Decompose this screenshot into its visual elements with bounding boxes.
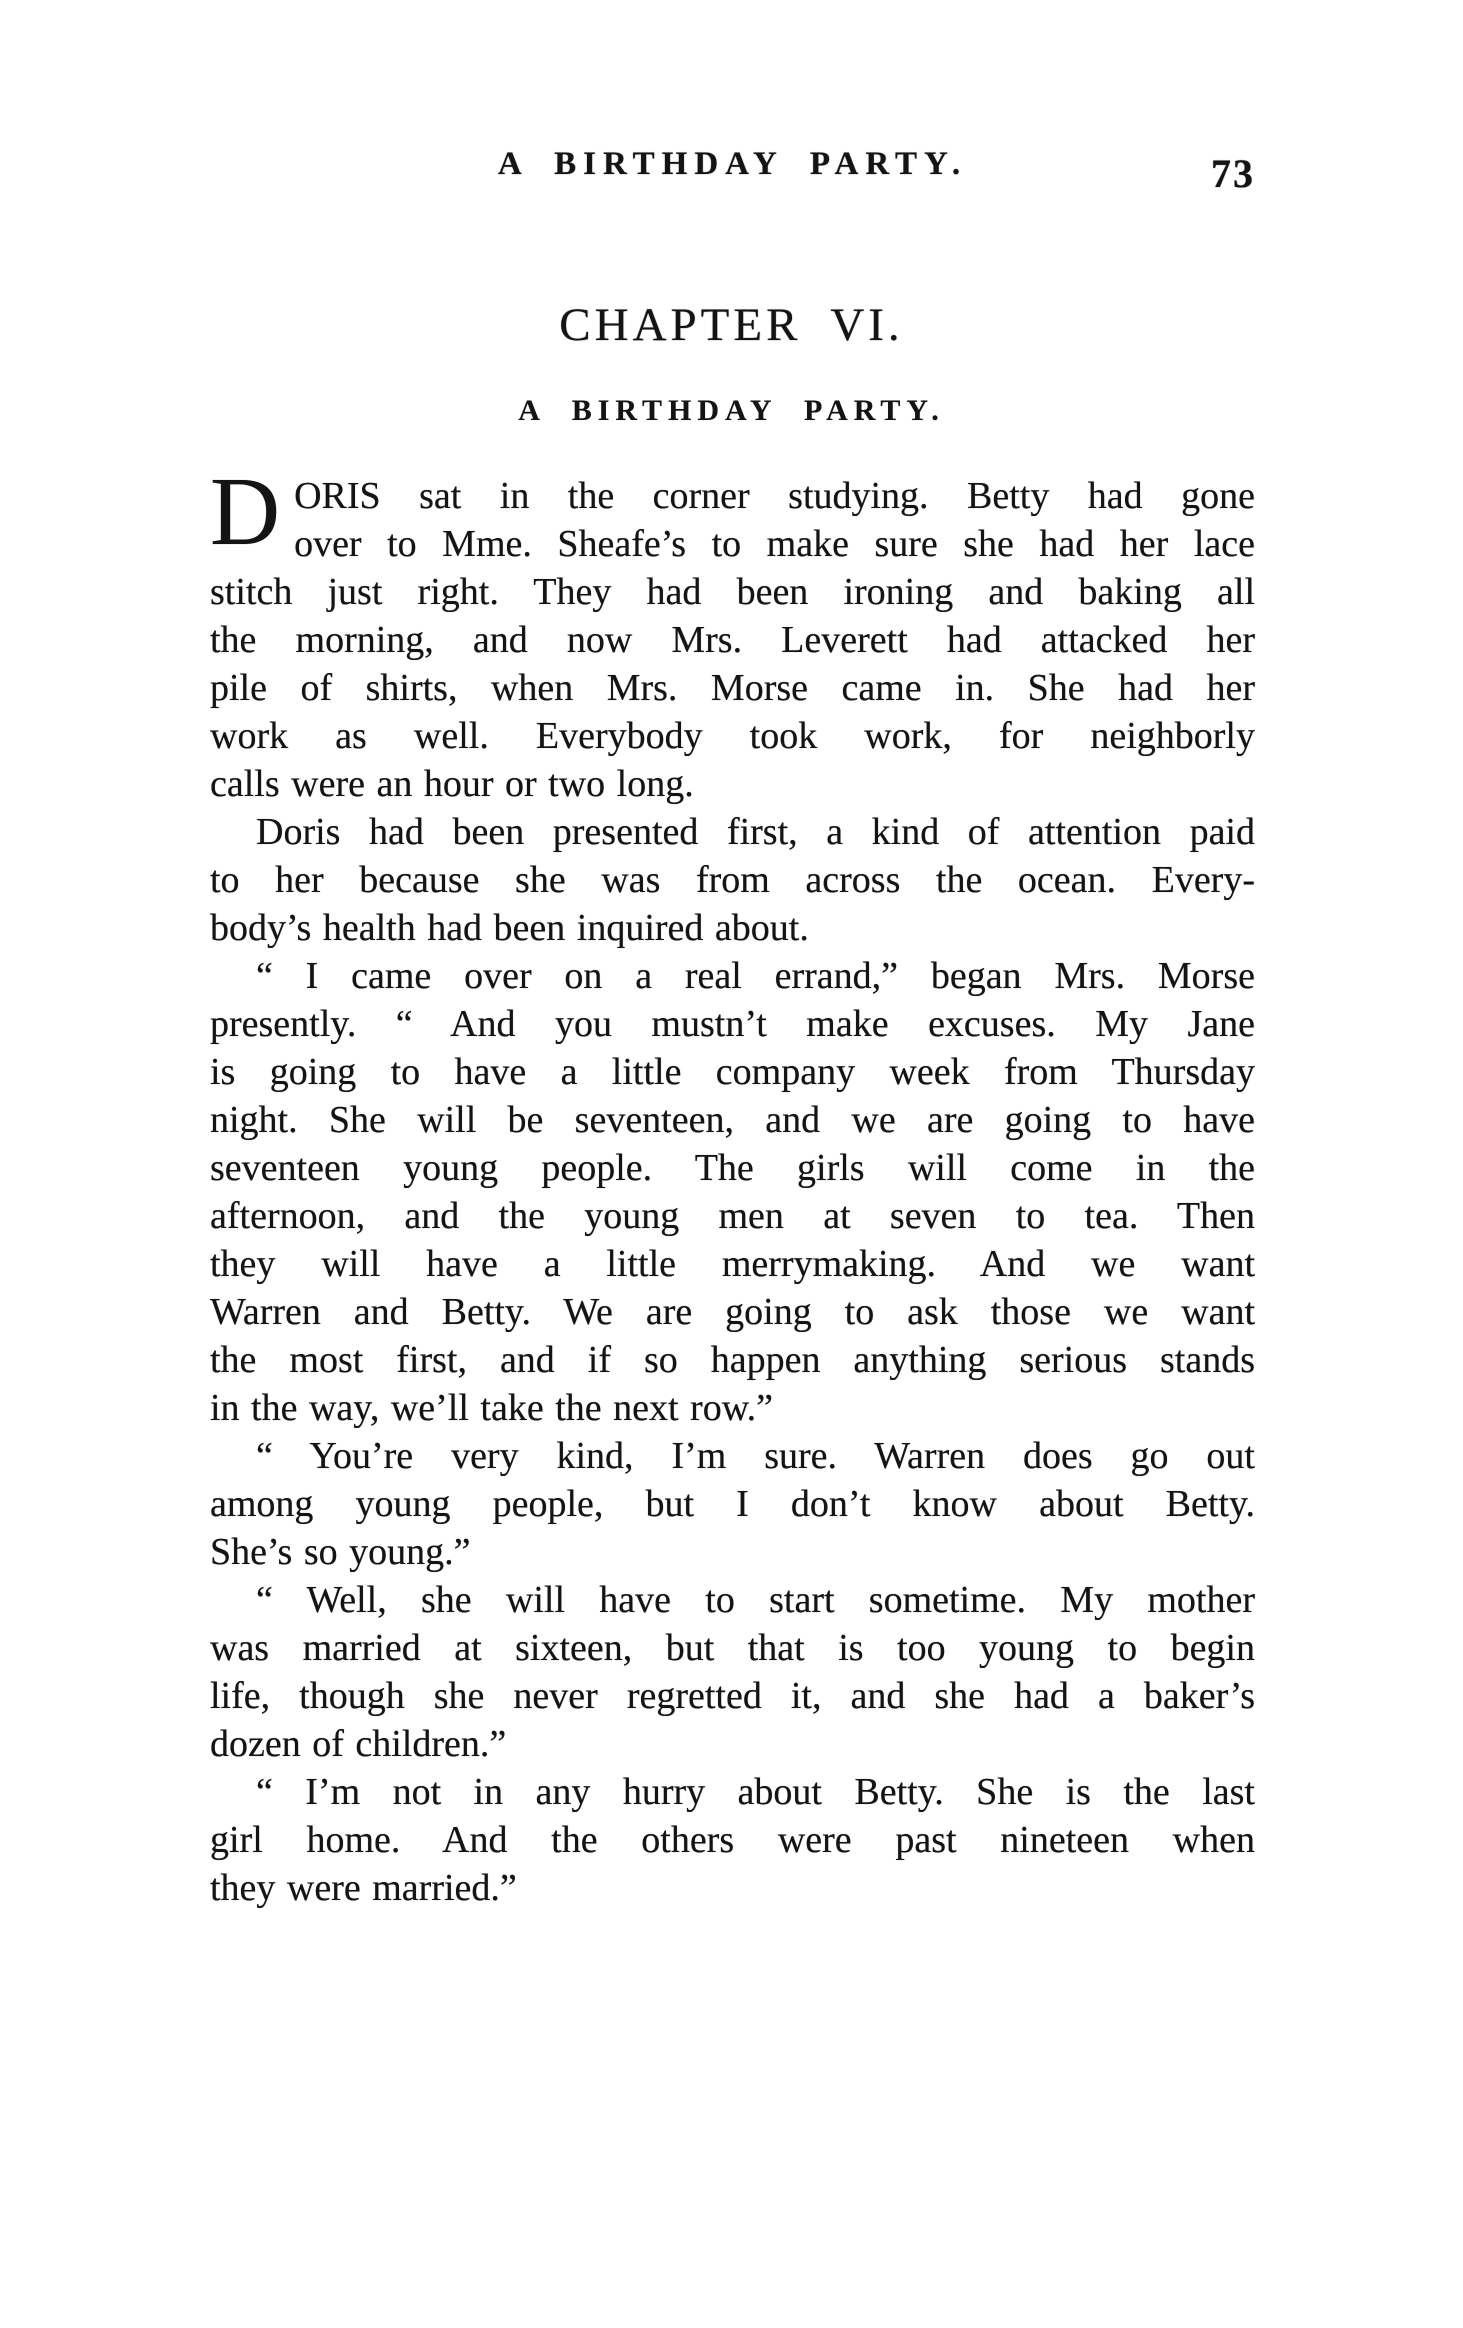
page-number: 73 — [1211, 151, 1255, 196]
paragraph — [210, 458, 1255, 808]
text-line: the morning, and now Mrs. Leverett had attacked her — [210, 619, 1255, 661]
text-line: Warren and Betty. We are going to ask those we want — [210, 1291, 1255, 1333]
text-line: “ I came over on a real errand,” began Mrs. Morse — [256, 955, 1255, 997]
text-line: She’s so young.” — [210, 1531, 471, 1573]
text-line: Doris had been presented first, a kind of attention paid — [256, 811, 1255, 853]
text-line: “ You’re very kind, I’m sure. Warren does go out — [256, 1435, 1255, 1477]
text-line: “ Well, she will have to start sometime. My mother — [256, 1579, 1255, 1621]
text-line: over to Mme. Sheafe’s to make sure she had her lace — [294, 523, 1255, 565]
paragraph — [210, 1432, 1255, 1576]
body-text — [210, 458, 1255, 1912]
paragraph — [210, 1768, 1255, 1912]
text-line: DORIS sat in the corner studying. Betty had gone — [210, 458, 1255, 565]
chapter-heading: CHAPTER VI. — [559, 299, 904, 351]
text-line: in the way, we’ll take the next row.” — [210, 1387, 774, 1429]
text-line: life, though she never regretted it, and she had a baker’s — [210, 1675, 1255, 1717]
text-line: was married at sixteen, but that is too young to begin — [210, 1627, 1255, 1669]
text-line: dozen of children.” — [210, 1723, 507, 1765]
text-line: they will have a little merrymaking. And we want — [210, 1243, 1255, 1285]
text-line: work as well. Everybody took work, for neighborly — [210, 715, 1255, 757]
paragraph — [210, 952, 1255, 1432]
text-line: they were married.” — [210, 1867, 517, 1909]
text-line: afternoon, and the young men at seven to tea. Then — [210, 1195, 1255, 1237]
text-line: the most first, and if so happen anything serious stands — [210, 1339, 1255, 1381]
text-line: seventeen young people. The girls will come in the — [210, 1147, 1255, 1189]
text-line: is going to have a little company week from Thursday — [210, 1051, 1255, 1093]
text-line: body’s health had been inquired about. — [210, 907, 809, 949]
text-line: stitch just right. They had been ironing and baking all — [210, 571, 1255, 613]
drop-cap: D — [210, 458, 281, 565]
text-line: girl home. And the others were past nineteen when — [210, 1819, 1255, 1861]
text-line: pile of shirts, when Mrs. Morse came in. She had her — [210, 667, 1255, 709]
text-line: presently. “ And you mustn’t make excuses. My Jane — [210, 1003, 1255, 1045]
text-line: calls were an hour or two long. — [210, 763, 694, 805]
text-line: “ I’m not in any hurry about Betty. She is the last — [256, 1771, 1255, 1813]
running-head: A BIRTHDAY PARTY. — [497, 146, 968, 182]
paragraph — [210, 1576, 1255, 1768]
text-line: to her because she was from across the ocean. Every- — [210, 859, 1255, 901]
text-line: night. She will be seventeen, and we are going to have — [210, 1099, 1255, 1141]
chapter-subtitle: A BIRTHDAY PARTY. — [518, 394, 945, 427]
running-head-row — [210, 146, 1255, 196]
paragraph — [210, 808, 1255, 952]
text-line: among young people, but I don’t know about Betty. — [210, 1483, 1255, 1525]
